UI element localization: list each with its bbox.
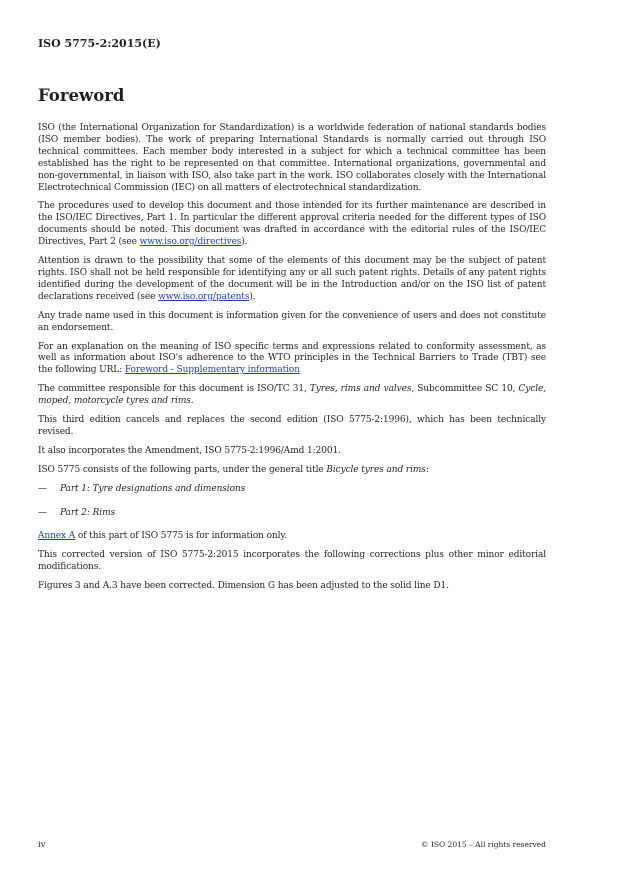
paragraph-text: of this part of ISO 5775 is for information only. xyxy=(75,531,287,542)
paragraph-text: Attention is drawn to the possibility that some of the elements of this document may be the subject of patent rights. ISO shall not be held responsible for identifying any or all such patent rights. Details of any patent rights identified during the development of the document will be in the Introduction and/or on the ISO list of patent declarations received (see xyxy=(38,256,546,302)
paragraph-annex xyxy=(38,531,546,543)
paragraph-trade-name: Any trade name used in this document is information given for the convenience of users and does not constitute an endorsement. xyxy=(38,310,546,333)
patents-link[interactable]: www.iso.org/patents xyxy=(158,291,250,302)
paragraph-parts xyxy=(38,465,546,477)
paragraph-procedures xyxy=(38,201,546,249)
annex-a-link[interactable]: Annex A xyxy=(38,531,76,542)
paragraph-edition: This third edition cancels and replaces the second edition (ISO 5775-2:1996), which has been technically revised. xyxy=(38,415,546,437)
page-number: iv xyxy=(38,840,46,850)
document-id-header: ISO 5775-2:2015(E) xyxy=(38,37,161,50)
paragraph-text: , Subcommittee SC 10, xyxy=(411,384,519,395)
paragraph-text: ). xyxy=(249,291,256,302)
supplementary-info-link[interactable]: Foreword - Supplementary information xyxy=(124,365,300,376)
paragraph-figures-corrected: Figures 3 and A.3 have been corrected. Dimension G has been adjusted to the solid line D1. xyxy=(38,581,449,592)
committee-title: Tyres, rims and valves xyxy=(309,384,412,395)
paragraph-committee xyxy=(38,384,546,408)
general-title: Bicycle tyres and rims xyxy=(326,464,426,475)
paragraph-text: ISO 5775 consists of the following parts, under the general title xyxy=(38,464,327,475)
paragraph-corrected-version: This corrected version of ISO 5775-2:2015 incorporates the following corrections plus other minor editorial modifications. xyxy=(38,550,546,573)
list-item-part-1 xyxy=(38,484,546,496)
paragraph-text: The procedures used to develop this document and those intended for its further maintenance are described in the ISO/IEC Directives, Part 1. In particular the different approval criteria needed for the different types of ISO documents should be noted. This document was drafted in accordance with the editorial rules of the ISO/IEC Directives, Part 2 (see xyxy=(38,201,546,248)
list-dash: — xyxy=(38,507,47,518)
paragraph-text: . xyxy=(190,396,194,407)
paragraph-text: For an explanation on the meaning of ISO specific terms and expressions related to conformity assessment, as well as information about ISO's adherence to the WTO principles in the Technical Barriers to Trade (TBT) see the following URL: xyxy=(38,341,546,376)
paragraph-amendment: It also incorporates the Amendment, ISO 5775-2:1996/Amd 1:2001. xyxy=(38,445,341,456)
list-item-part-2 xyxy=(38,508,546,520)
paragraph-iso-intro: ISO (the International Organization for Standardization) is a worldwide federation of national standards bodies (ISO member bodies). The work of preparing International Standards is normally carried out through ISO technical committees. Each member body interested in a subject for which a technical committee has been established has the right to be represented on that committee. International organizations, governmental and non-governmental, in liaison with ISO, also take part in the work. ISO collaborates closely with the International Electrotechnical Commission (IEC) on all matters of electrotechnical standardization. xyxy=(38,123,546,193)
copyright-notice: © ISO 2015 – All rights reserved xyxy=(421,840,546,849)
list-item-text: Part 1: Tyre designations and dimensions xyxy=(60,483,246,494)
list-dash: — xyxy=(38,483,47,494)
paragraph-text: ). xyxy=(241,237,248,248)
directives-link[interactable]: www.iso.org/directives xyxy=(139,237,242,248)
foreword-body xyxy=(38,123,546,600)
page-title: Foreword xyxy=(38,86,125,105)
paragraph-text: The committee responsible for this document is ISO/TC 31, xyxy=(38,384,310,395)
list-item-text: Part 2: Rims xyxy=(60,507,116,518)
paragraph-text: : xyxy=(425,464,429,475)
paragraph-conformity xyxy=(38,342,546,378)
subcommittee-title: Cycle, moped, motorcycle tyres and rims xyxy=(38,384,546,407)
paragraph-patent-rights xyxy=(38,256,546,304)
